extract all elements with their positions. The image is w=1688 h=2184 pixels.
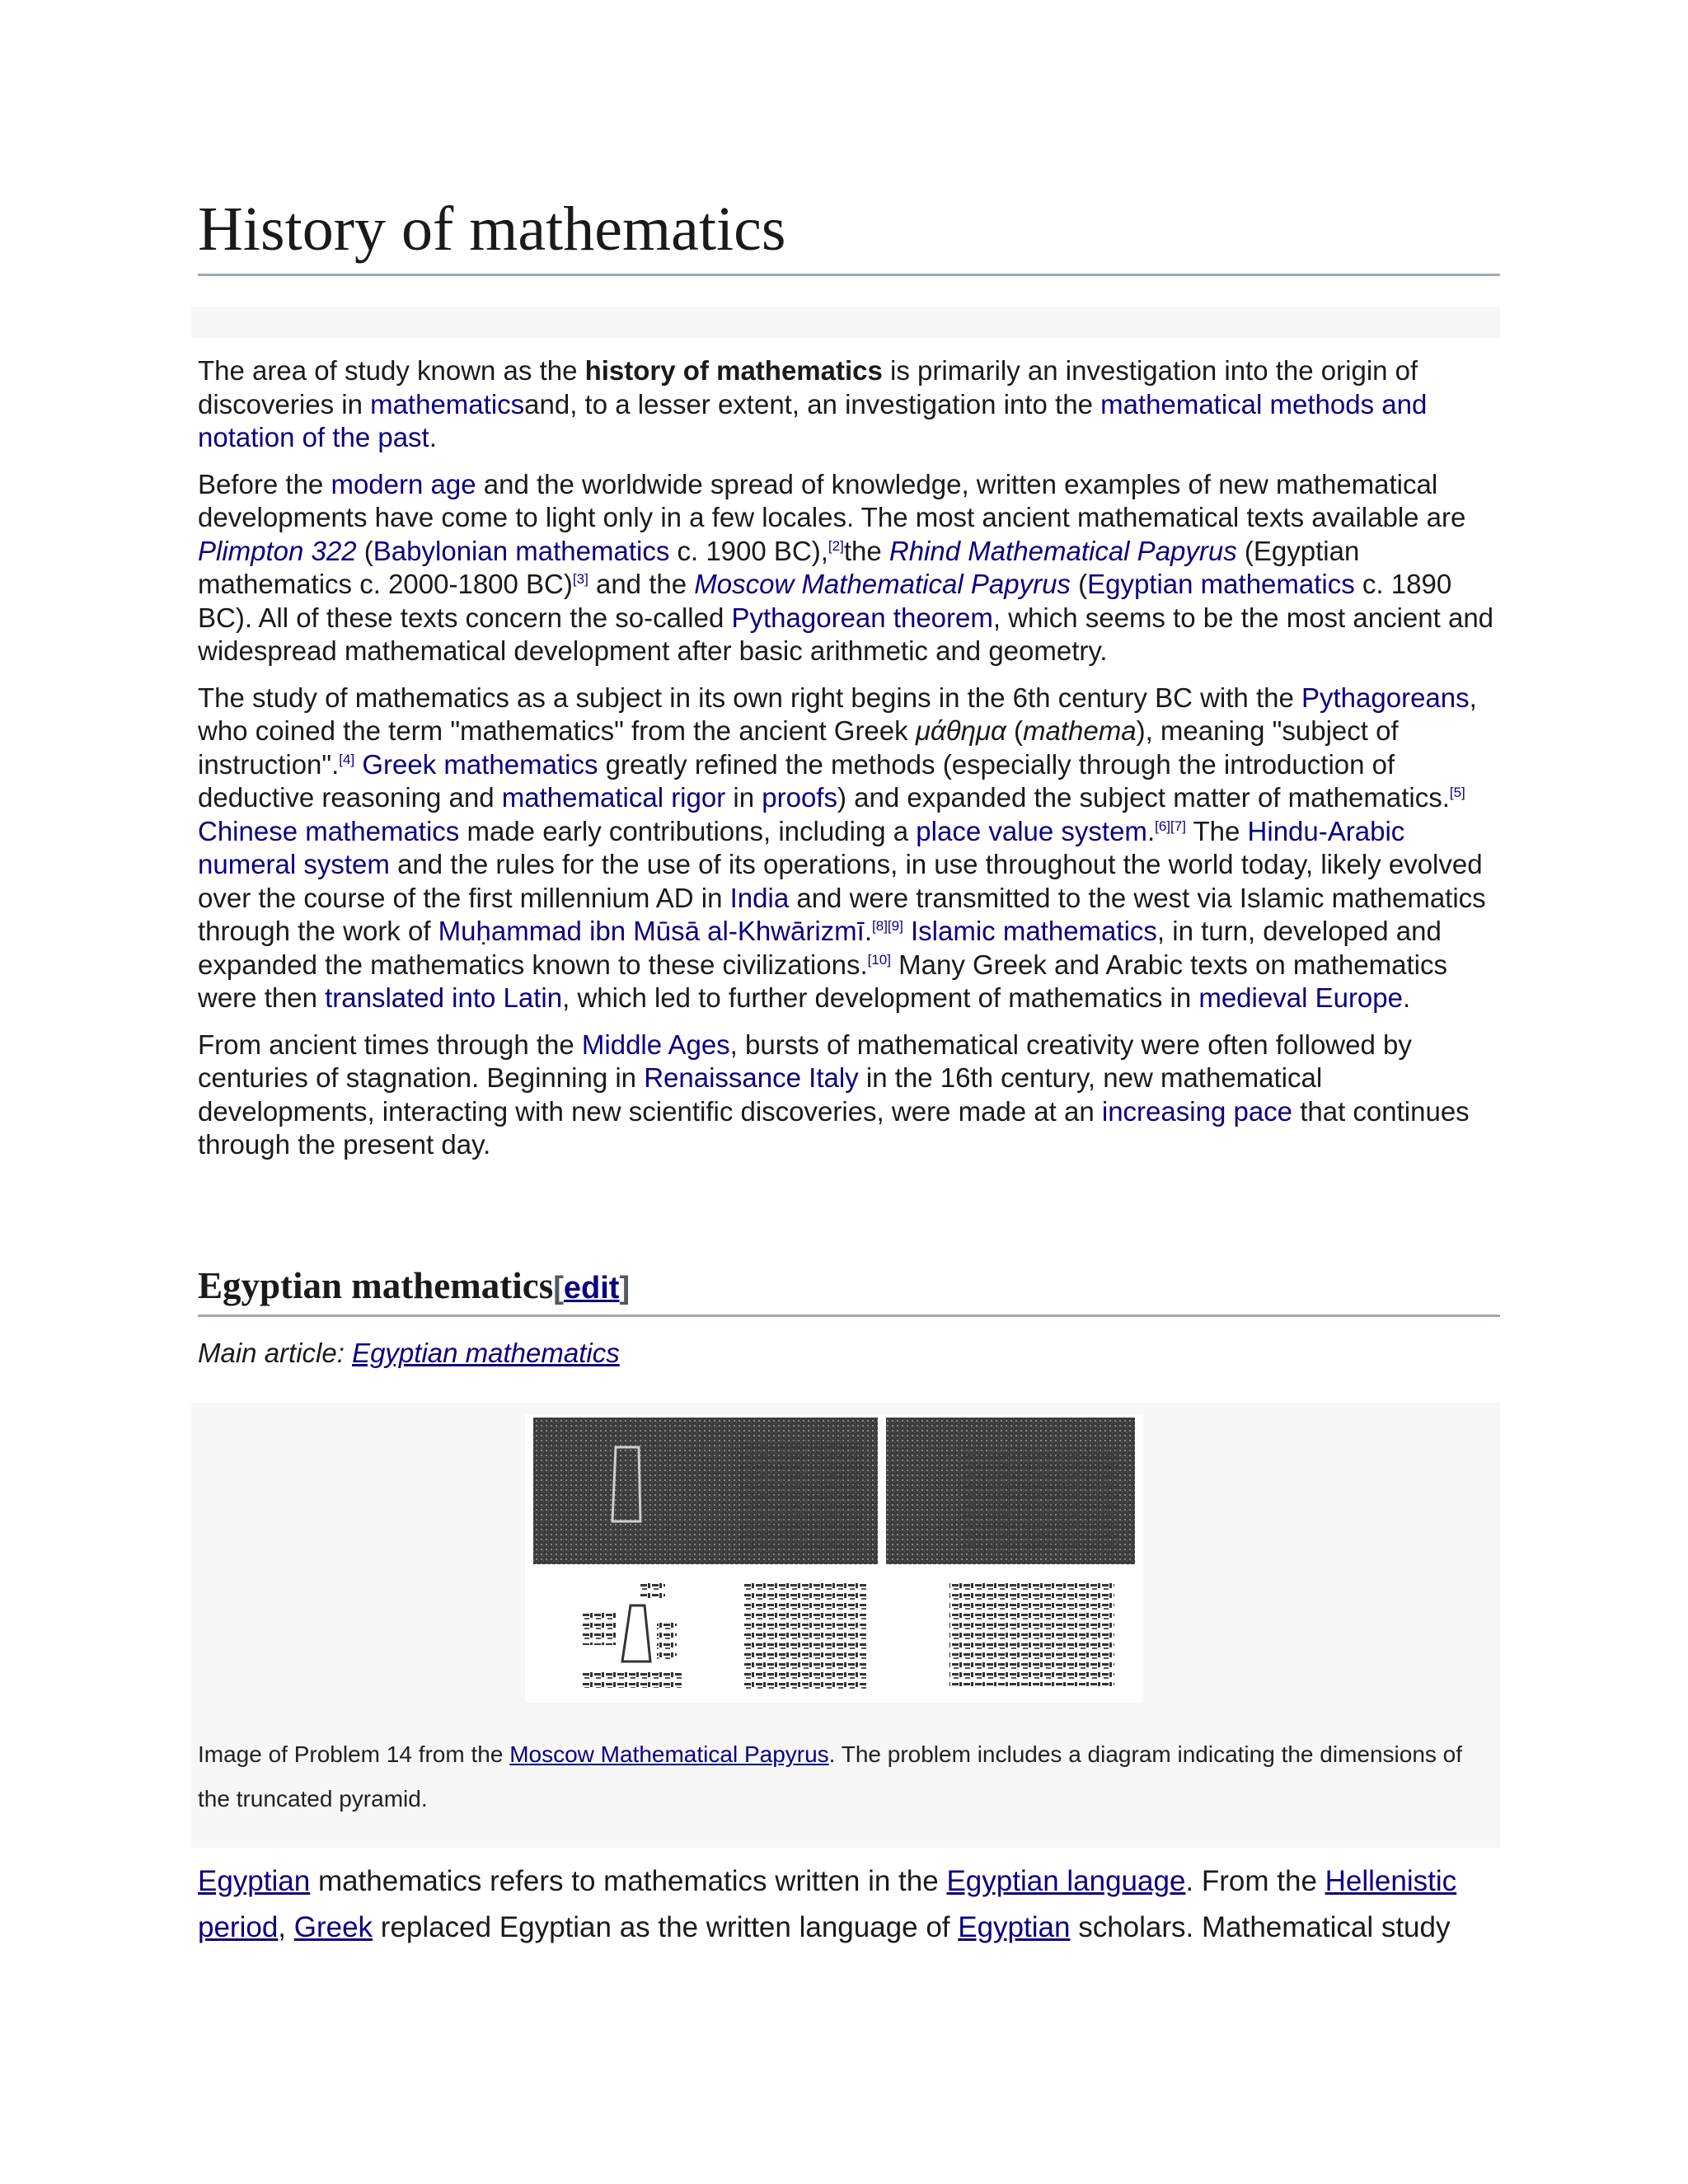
link-hellenistic-period[interactable]: Hellenistic period	[198, 1865, 1457, 1943]
link-egyptian-language[interactable]: Egyptian language	[946, 1865, 1186, 1897]
link-egyptian[interactable]: Egyptian	[198, 1865, 311, 1897]
link-greek-mathematics[interactable]: Greek mathematics	[362, 748, 598, 780]
intro-paragraph-4: From ancient times through the Middle Ages, bursts of mathematical creativity were often followed by centuries of stagnation. Beginning in Renaissance Italy in the 16th century, new mathematical developments, interacting with new scientific discoveries, were made at an increasing pace that continues through the present day.	[198, 1029, 1470, 1160]
link-rhind-papyrus[interactable]: Rhind Mathematical Papyrus	[889, 535, 1237, 566]
egyptian-paragraph: Egyptian mathematics refers to mathematics written in the Egyptian language. From the Hellenistic period, Greek replaced Egyptian as the written language of Egyptian scholars. Mathematical study	[198, 1865, 1457, 1943]
link-al-khwarizmi[interactable]: Muḥammad ibn Mūsā al-Khwārizmī	[438, 916, 865, 946]
article-body	[198, 354, 1500, 1175]
link-hindu-arabic-numerals[interactable]: Hindu-Arabic numeral system	[198, 815, 1405, 879]
citation-4[interactable]: [4]	[339, 751, 355, 767]
main-article-note: Main article: Egyptian mathematics	[198, 1338, 620, 1368]
link-mathematical-methods[interactable]: mathematical methods and notation of the past	[198, 388, 1428, 452]
link-mathematical-rigor[interactable]: mathematical rigor	[501, 782, 726, 813]
link-chinese-mathematics[interactable]: Chinese mathematics	[198, 815, 460, 846]
link-place-value-system[interactable]: place value system	[916, 815, 1147, 846]
citation-2[interactable]: [2]	[828, 537, 844, 554]
link-increasing-pace[interactable]: increasing pace	[1101, 1095, 1293, 1127]
link-caption-moscow-papyrus[interactable]: Moscow Mathematical Papyrus	[509, 1741, 829, 1767]
link-egyptian-mathematics[interactable]: Egyptian mathematics	[1087, 569, 1355, 599]
citation-6-7[interactable]: [6][7]	[1155, 818, 1186, 834]
link-egyptian-2[interactable]: Egyptian	[958, 1911, 1071, 1943]
link-latin-translations[interactable]: translated into Latin	[325, 982, 563, 1013]
link-pythagoreans[interactable]: Pythagoreans	[1301, 682, 1470, 713]
link-babylonian-mathematics[interactable]: Babylonian mathematics	[373, 535, 670, 566]
link-plimpton-322[interactable]: Plimpton 322	[198, 535, 357, 566]
intro-paragraph-3: The study of mathematics as a subject in its own right begins in the 6th century BC with the Pythagoreans, who coined the term "mathematics" from the ancient Greek μάθημα (mathema), meaning "subject of instruction".[4] Greek mathematics greatly refined the methods (especially through the introduction of deductive reasoning and mathematical rigor in proofs) and expanded the subject matter of mathematics.[5] Chinese mathematics made early contributions, including a place value system.[6][7] The Hindu-Arabic numeral system and the rules for the use of its operations, in use throughout the world today, likely evolved over the course of the first millennium AD in India and were transmitted to the west via Islamic mathematics through the work of Muḥammad ibn Mūsā al-Khwārizmī.[8][9] Islamic mathematics, in turn, developed and expanded the mathematics known to these civilizations.[10] Many Greek and Arabic texts on mathematics were then translated into Latin, which led to further development of mathematics in medieval Europe.	[198, 682, 1486, 1013]
link-islamic-mathematics[interactable]: Islamic mathematics	[911, 916, 1157, 946]
citation-5[interactable]: [5]	[1449, 785, 1465, 800]
edit-link[interactable]: edit	[563, 1271, 620, 1305]
link-renaissance-italy[interactable]: Renaissance Italy	[644, 1062, 859, 1093]
citation-3[interactable]: [3]	[572, 571, 588, 587]
link-greek[interactable]: Greek	[293, 1911, 373, 1943]
section-heading-egyptian: Egyptian mathematics[edit]	[198, 1261, 1500, 1317]
link-india[interactable]: India	[729, 882, 790, 913]
link-modern-age[interactable]: modern age	[331, 468, 476, 499]
papyrus-image[interactable]	[525, 1414, 1143, 1703]
intro-paragraph-1: The area of study known as the history of mathematics is primarily an investigation into the origin of discoveries in mathematicsand, to a lesser extent, an investigation into the mathematical methods and notation of the past.	[198, 355, 1428, 452]
citation-8-9[interactable]: [8][9]	[872, 918, 903, 934]
link-pythagorean-theorem[interactable]: Pythagorean theorem	[731, 602, 993, 633]
link-middle-ages[interactable]: Middle Ages	[581, 1029, 730, 1060]
figure-caption: Image of Problem 14 from the Moscow Mathematical Papyrus. The problem includes a diagram indicating the dimensions of the truncated pyramid.	[198, 1741, 1463, 1811]
link-proofs[interactable]: proofs	[762, 782, 837, 813]
edit-section: [edit]	[553, 1271, 631, 1305]
link-moscow-papyrus[interactable]: Moscow Mathematical Papyrus	[694, 569, 1071, 599]
citation-10[interactable]: [10]	[867, 951, 891, 968]
notice-band	[191, 307, 1500, 338]
link-mathematics[interactable]: mathematics	[370, 388, 525, 419]
link-medieval-europe[interactable]: medieval Europe	[1198, 982, 1403, 1013]
page-title: History of mathematics	[198, 190, 1500, 276]
intro-paragraph-2: Before the modern age and the worldwide spread of knowledge, written examples of new mathematical developments have come to light only in a few locales. The most ancient mathematical texts available are Plimpton 322 (Babylonian mathematics c. 1900 BC),[2]the Rhind Mathematical Papyrus (Egyptian mathematics c. 2000-1800 BC)[3] and the Moscow Mathematical Papyrus (Egyptian mathematics c. 1890 BC). All of these texts concern the so-called Pythagorean theorem, which seems to be the most ancient and widespread mathematical development after basic arithmetic and geometry.	[198, 468, 1494, 666]
link-main-article[interactable]: Egyptian mathematics	[352, 1338, 620, 1368]
figure-box	[191, 1403, 1500, 1848]
